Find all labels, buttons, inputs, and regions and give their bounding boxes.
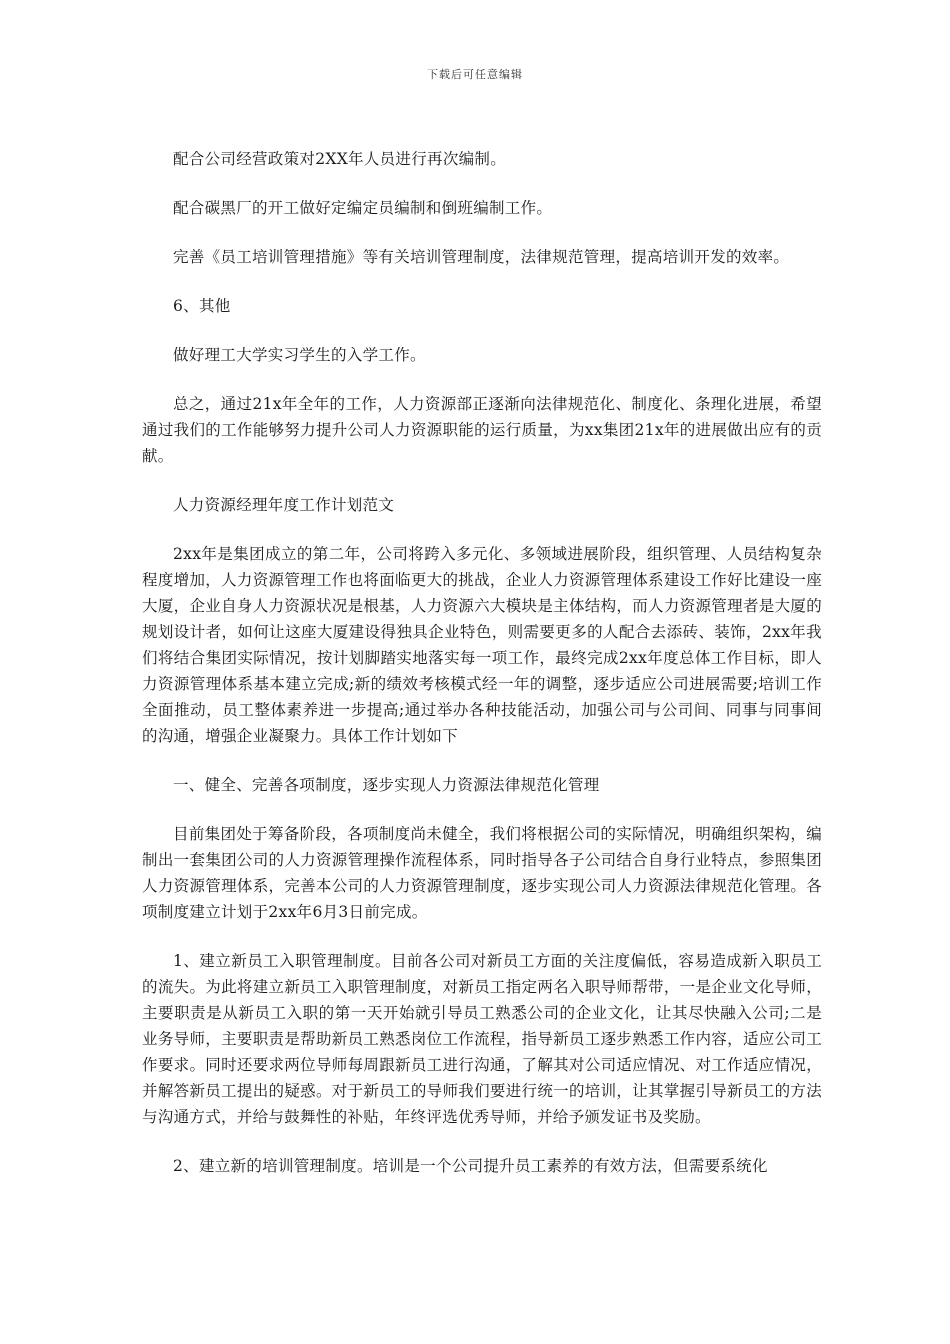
section-heading: 6、其他 xyxy=(173,297,231,315)
paragraph: 配合碳黑厂的开工做好定编定员编制和倒班编制工作。 xyxy=(173,199,553,217)
paragraph: 2、建立新的培训管理制度。培训是一个公司提升员工素养的有效方法，但需要系统化 xyxy=(173,1157,768,1175)
paragraph: 2xx年是集团成立的第二年，公司将跨入多元化、多领域进展阶段，组织管理、人员结构复杂程度增加，人力资源管理工作也将面临更大的挑战，企业人力资源管理体系建设工作好比建设一座大厦，企业自身人力资源状况是根基，人力资源六大模块是主体结构，而人力资源管理者是大厦的规划设计者，如何让这座大厦建设得独具企业特色，则需要更多的人配合去添砖、装饰，2xx年我们将结合集团实际情况，按计划脚踏实地落实每一项工作，最终完成2xx年度总体工作目标，即人力资源管理体系基本建立完成;新的绩效考核模式经一年的调整，逐步适应公司进展需要;培训工作全面推动，员工整体素养进一步提高;通过举办各种技能活动，加强公司与公司间、同事与同事间的沟通，增强企业凝聚力。具体工作计划如下 xyxy=(142,545,822,745)
section-title: 人力资源经理年度工作计划范文 xyxy=(173,496,395,514)
paragraph: 总之，通过21x年全年的工作，人力资源部正逐渐向法律规范化、制度化、条理化进展，希望通过我们的工作能够努力提升公司人力资源职能的运行质量，为xx集团21x年的进展做出应有的贡献。 xyxy=(142,395,822,465)
paragraph: 配合公司经营政策对2XX年人员进行再次编制。 xyxy=(173,150,507,168)
document-body xyxy=(142,146,822,1202)
paragraph: 做好理工大学实习学生的入学工作。 xyxy=(173,346,426,364)
paragraph: 完善《员工培训管理措施》等有关培训管理制度，法律规范管理，提高培训开发的效率。 xyxy=(173,248,790,266)
paragraph: 1、建立新员工入职管理制度。目前各公司对新员工方面的关注度偏低，容易造成新入职员工的流失。为此将建立新员工入职管理制度，对新员工指定两名入职导师帮带，一是企业文化导师，主要职责是从新员工入职的第一天开始就引导员工熟悉公司的企业文化，让其尽快融入公司;二是业务导师，主要职责是帮助新员工熟悉岗位工作流程，指导新员工逐步熟悉工作内容，适应公司工作要求。同时还要求两位导师每周跟新员工进行沟通，了解其对公司适应情况、对工作适应情况，并解答新员工提出的疑惑。对于新员工的导师我们要进行统一的培训，让其掌握引导新员工的方法与沟通方式，并给与鼓舞性的补贴，年终评选优秀导师，并给予颁发证书及奖励。 xyxy=(142,952,822,1126)
paragraph: 目前集团处于筹备阶段，各项制度尚未健全，我们将根据公司的实际情况，明确组织架构，编制出一套集团公司的人力资源管理操作流程体系，同时指导各子公司结合自身行业特点，参照集团人力资源管理体系，完善本公司的人力资源管理制度，逐步实现公司人力资源法律规范化管理。各项制度建立计划于2xx年6月3日前完成。 xyxy=(142,825,822,921)
section-heading: 一、健全、完善各项制度，逐步实现人力资源法律规范化管理 xyxy=(173,776,600,794)
page-header: 下载后可任意编辑 xyxy=(427,68,523,81)
